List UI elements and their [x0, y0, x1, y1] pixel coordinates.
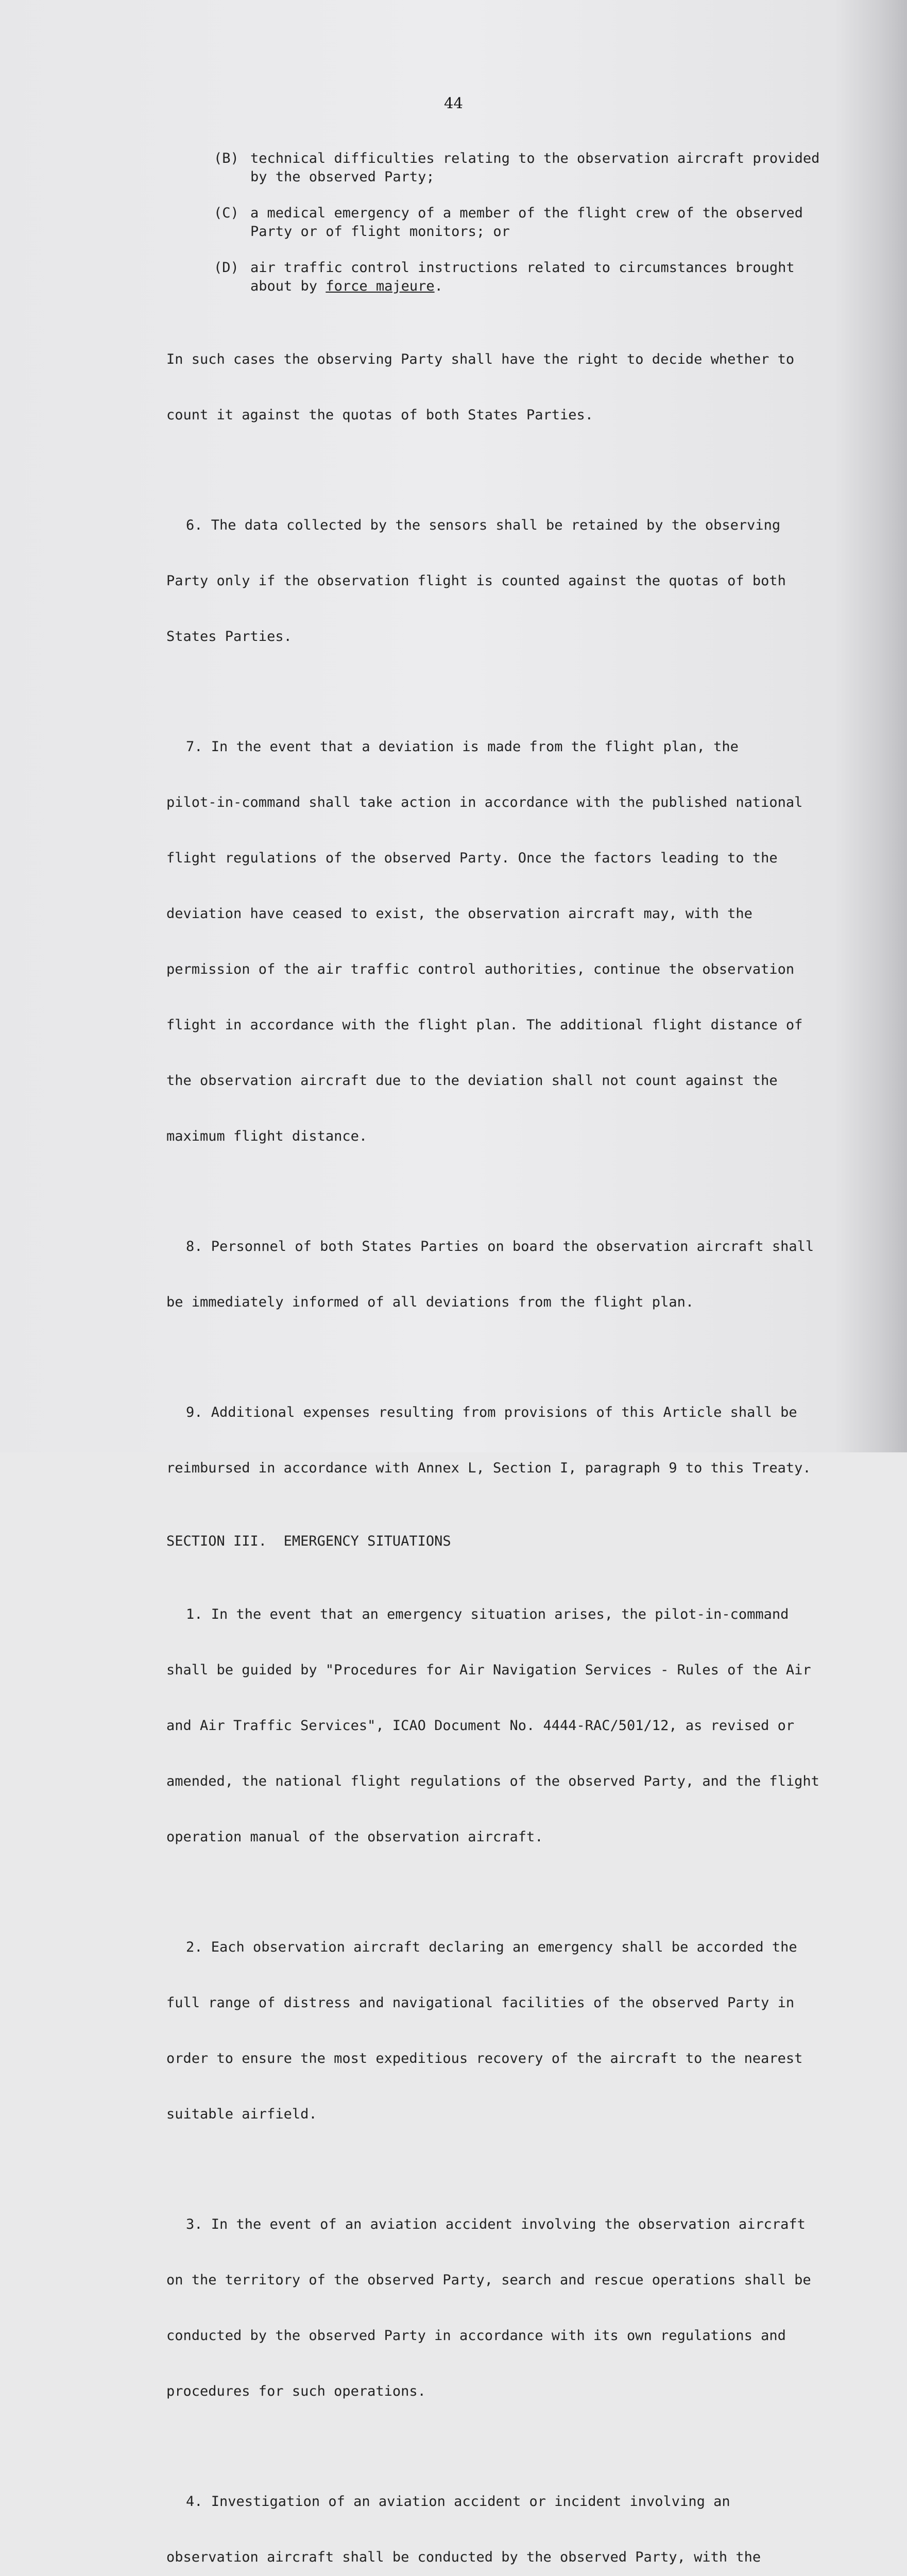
text-line: deviation have ceased to exist, the observation aircraft may, with the — [166, 906, 752, 922]
paragraph-s3-2 — [166, 1901, 869, 2161]
list-item-label: (D) — [214, 260, 239, 276]
list-item-b — [166, 149, 869, 187]
paragraph-s3-4 — [166, 2455, 869, 2576]
text-line: on the territory of the observed Party, search and rescue operations shall be — [166, 2272, 811, 2288]
paragraph-8 — [166, 1200, 869, 1349]
text-line: conducted by the observed Party in accordance with its own regulations and — [166, 2328, 786, 2344]
text-line: permission of the air traffic control authorities, continue the observation — [166, 961, 795, 977]
text-line: count it against the quotas of both States Parties. — [166, 407, 594, 423]
text-line: amended, the national flight regulations of the observed Party, and the flight — [166, 1773, 819, 1789]
text-line: full range of distress and navigational facilities of the observed Party in — [166, 1995, 795, 2011]
text-line: a medical emergency of a member of the flight crew of the observed — [250, 205, 803, 221]
text-line: the observation aircraft due to the deviation shall not count against the — [166, 1073, 778, 1089]
text-line: 4. Investigation of an aviation accident or incident involving an — [186, 2494, 730, 2510]
text-line: flight regulations of the observed Party. Once the factors leading to the — [166, 850, 778, 866]
list-item-label: (C) — [214, 205, 239, 221]
text-line: shall be guided by "Procedures for Air Navigation Services - Rules of the Air — [166, 1662, 811, 1678]
text-line: suitable airfield. — [166, 2106, 317, 2122]
text-fragment: about by — [250, 278, 326, 294]
section-heading: SECTION III. EMERGENCY SITUATIONS — [166, 1533, 451, 1549]
text-line: Party only if the observation flight is counted against the quotas of both — [166, 573, 786, 589]
text-line: operation manual of the observation aircraft. — [166, 1829, 543, 1845]
text-line: States Parties. — [166, 629, 292, 645]
text-line: by the observed Party; — [250, 169, 435, 185]
text-line: 1. In the event that an emergency situation arises, the pilot-in-command — [186, 1606, 789, 1622]
text-line: be immediately informed of all deviations from the flight plan. — [166, 1294, 694, 1310]
paragraph-9 — [166, 1366, 869, 1515]
list-item-d — [166, 259, 869, 296]
page-number: 44 — [444, 94, 463, 112]
text-line: order to ensure the most expeditious recovery of the aircraft to the nearest — [166, 2050, 803, 2066]
text-line: pilot-in-command shall take action in accordance with the published national — [166, 794, 803, 810]
text-line: procedures for such operations. — [166, 2383, 426, 2399]
text-line: In such cases the observing Party shall have the right to decide whether to — [166, 351, 795, 367]
text-line: 7. In the event that a deviation is made from the flight plan, the — [186, 739, 739, 755]
text-line: air traffic control instructions related to circumstances brought — [250, 260, 795, 276]
text-line: and Air Traffic Services", ICAO Document No. 4444-RAC/501/12, as revised or — [166, 1718, 795, 1734]
text-line: observation aircraft shall be conducted by the observed Party, with the — [166, 2549, 761, 2565]
paragraph-s3-1 — [166, 1568, 869, 1884]
text-line: maximum flight distance. — [166, 1128, 368, 1144]
page-content — [166, 149, 869, 2576]
text-line: 9. Additional expenses resulting from provisions of this Article shall be — [186, 1404, 797, 1420]
text-line: Party or of flight monitors; or — [250, 224, 510, 240]
underlined-term: force majeure — [326, 278, 435, 294]
text-fragment: . — [434, 278, 443, 294]
list-item-c — [166, 204, 869, 241]
paragraph-closing — [166, 313, 869, 462]
text-line — [250, 277, 869, 296]
paragraph-7 — [166, 701, 869, 1183]
text-line: 3. In the event of an aviation accident involving the observation aircraft — [186, 2216, 806, 2232]
paragraph-s3-3 — [166, 2178, 869, 2438]
text-line: reimbursed in accordance with Annex L, Section I, paragraph 9 to this Treaty. — [166, 1460, 811, 1476]
text-line: 6. The data collected by the sensors shall be retained by the observing — [186, 517, 781, 533]
list-item-label: (B) — [214, 150, 239, 166]
text-line: 8. Personnel of both States Parties on board the observation aircraft shall — [186, 1239, 814, 1255]
text-line: flight in accordance with the flight plan. The additional flight distance of — [166, 1017, 803, 1033]
text-line: technical difficulties relating to the observation aircraft provided — [250, 150, 820, 166]
text-line: 2. Each observation aircraft declaring an emergency shall be accorded the — [186, 1939, 797, 1955]
paragraph-6 — [166, 479, 869, 683]
